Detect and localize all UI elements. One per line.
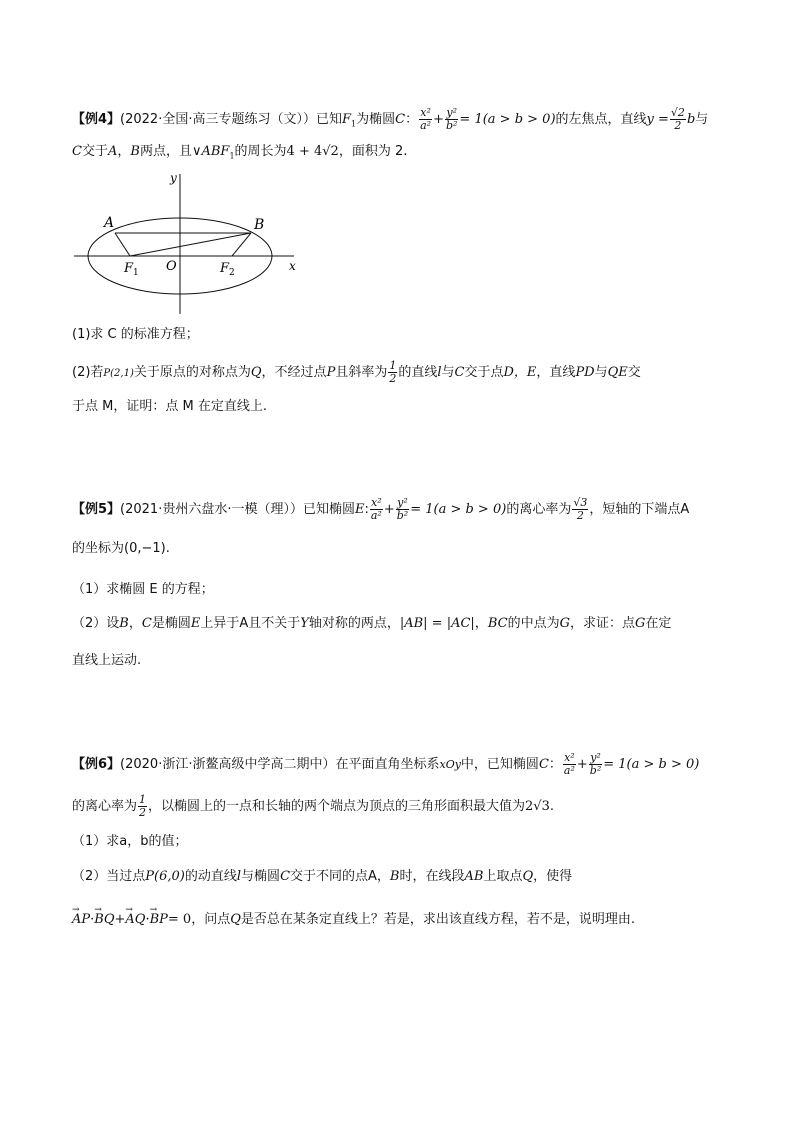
math-C: C	[141, 616, 152, 631]
label-F1-main: F	[124, 261, 134, 276]
math-B: B	[119, 616, 129, 631]
ex4-line-2	[72, 142, 407, 167]
ex5-line-1	[72, 497, 689, 522]
text: 的中点为	[507, 616, 560, 631]
math-sub: 1	[351, 119, 357, 129]
ex4-line-1	[72, 107, 708, 135]
fraction-y2-b2	[396, 497, 409, 522]
math-C: C	[454, 365, 465, 380]
math-P: P	[326, 365, 336, 380]
text: （2）设	[72, 616, 120, 631]
math-E: E	[190, 616, 201, 631]
text: ，不经过点	[261, 365, 327, 380]
text: ：	[405, 112, 419, 127]
text: (2)若	[72, 365, 104, 380]
text: ，	[128, 616, 142, 631]
frac-num: x²	[420, 106, 431, 119]
fraction-half	[138, 794, 147, 819]
math-equation: = 1(a > b > 0)	[459, 112, 556, 127]
text: 两点，且	[139, 144, 192, 159]
math-equation: = 1(a > b > 0)	[410, 502, 507, 517]
text: 且斜率为	[335, 365, 388, 380]
frac-num: 1	[139, 793, 147, 806]
fraction-sqrt3-2	[572, 497, 588, 522]
text: ，使得	[533, 869, 573, 884]
text: ，短轴的下端点A	[589, 502, 690, 517]
segment-AF1	[115, 233, 130, 256]
ex5-q1: （1）求椭圆 E 的方程；	[72, 582, 214, 597]
math-AB: AB	[464, 869, 484, 884]
math-G: G	[559, 616, 570, 631]
text: ，直线	[536, 365, 576, 380]
ex5-tag: 【例5】	[72, 502, 121, 517]
label-F1	[123, 261, 139, 278]
frac-num: x²	[371, 496, 382, 509]
label-F2-main: F	[220, 261, 230, 276]
label-B: B	[254, 217, 265, 233]
math-F1: F	[341, 112, 352, 127]
ex4-q1: (1)求 C 的标准方程；	[72, 327, 199, 342]
text: 的动直线	[184, 869, 237, 884]
text: 轴对称的两点，	[308, 616, 400, 631]
frac-num: y²	[446, 106, 457, 119]
frac-den: b²	[396, 509, 409, 522]
math-perimeter: 4 + 4√2	[286, 144, 339, 159]
frac-den: a²	[420, 119, 432, 132]
math-G: G	[634, 616, 646, 631]
frac-den: a²	[563, 764, 575, 777]
math-op: ·	[145, 912, 150, 927]
text: 是否总在某条定直线上？若是，求出该直线方程，若不是，说明理由.	[240, 912, 636, 927]
frac-num: √3	[573, 496, 588, 509]
frac-den: 2	[139, 806, 147, 819]
text: ，	[474, 616, 488, 631]
math-area: 2√3	[525, 799, 550, 814]
text: 交	[627, 365, 641, 380]
text: 交于	[81, 144, 108, 159]
math-b: b	[686, 112, 696, 127]
ex4-tag: 【例4】	[72, 112, 121, 127]
text: ，面积为 2.	[338, 144, 408, 159]
text: 为椭圆	[356, 112, 396, 127]
fraction-y2-b2	[445, 107, 458, 132]
text: ，问点	[191, 912, 231, 927]
ex6-q1: （1）求a，b的值；	[72, 834, 188, 849]
ex6-tag: 【例6】	[72, 757, 121, 772]
ex6-line-1	[72, 752, 699, 777]
math-P: P(2,1)	[103, 368, 134, 379]
text: 与	[441, 365, 455, 380]
text: 交于不同的点A，	[290, 869, 390, 884]
fraction-half	[388, 360, 397, 385]
math-PD: PD	[575, 365, 595, 380]
text: 与	[695, 112, 709, 127]
math-op: +	[576, 757, 588, 772]
math-B: B	[130, 144, 140, 159]
text: 已知	[315, 112, 342, 127]
ex5-q2	[72, 614, 671, 634]
math-l: l	[437, 365, 442, 380]
vector-AP: → AP	[72, 910, 90, 930]
ex6-q3	[72, 910, 635, 930]
fraction-x2-a2	[563, 752, 576, 777]
frac-num: y²	[397, 496, 408, 509]
ex5-q3: 直线上运动.	[72, 653, 142, 668]
frac-num: √2	[670, 106, 685, 119]
frac-den: 2	[674, 119, 682, 132]
math-op: +	[114, 912, 126, 927]
math-C: C	[72, 144, 82, 159]
label-F2	[219, 261, 235, 278]
math-equation: = 0	[167, 912, 192, 927]
text: 的离心率为	[72, 799, 138, 814]
label-y: y	[170, 171, 177, 185]
math-C: C	[395, 112, 406, 127]
vector-AQ: → AQ	[125, 910, 145, 930]
text: 的周长为	[234, 144, 287, 159]
math-P: P(6,0)	[145, 869, 185, 884]
text: 的左焦点，直线	[555, 112, 647, 127]
text: .	[549, 799, 554, 814]
text: 交于点	[464, 365, 504, 380]
text: 中，已知椭圆	[460, 757, 539, 772]
math-C: C	[280, 869, 291, 884]
ex4-source: (2022·全国·高三专题练习（文））	[120, 112, 316, 127]
text: 在定	[645, 616, 672, 631]
label-x: x	[289, 259, 296, 273]
fraction-x2-a2	[370, 497, 383, 522]
math-Y: Y	[300, 616, 309, 631]
vector-BP: → BP	[150, 910, 168, 930]
text: ，求证：点	[569, 616, 635, 631]
frac-num: 1	[389, 359, 397, 372]
math-Q: Q	[522, 869, 534, 884]
text: 关于原点的对称点为	[133, 365, 251, 380]
label-F1-sub: 1	[133, 268, 139, 278]
math-xOy: xOy	[439, 758, 461, 771]
ellipse-figure	[70, 166, 310, 316]
math-l: l	[236, 869, 242, 884]
ex6-q2	[72, 867, 572, 887]
math-y: y =	[646, 112, 669, 127]
ex6-line-2	[72, 794, 554, 819]
math-op: ·	[90, 912, 95, 927]
label-A: A	[104, 215, 115, 231]
text: （2）当过点	[72, 869, 146, 884]
text: ：	[548, 757, 562, 772]
text: 上取点	[483, 869, 523, 884]
ex5-line-2: 的坐标为(0,−1).	[72, 541, 170, 556]
ex4-q2	[72, 360, 641, 385]
frac-den: b²	[589, 764, 602, 777]
fraction-sqrt2-2	[670, 107, 686, 132]
math-abs: |AB| = |AC|	[399, 616, 475, 631]
math-equation: = 1(a > b > 0)	[603, 757, 700, 772]
frac-den: a²	[370, 509, 382, 522]
frac-den: 2	[389, 372, 397, 385]
ex4-q3: 于点 M，证明：点 M 在定直线上.	[72, 399, 267, 414]
text: :	[364, 502, 369, 517]
text: 上异于A且不关于	[200, 616, 301, 631]
math-sub: 1	[229, 151, 235, 161]
text: ，	[117, 144, 131, 159]
math-op: +	[383, 502, 395, 517]
text: 与	[594, 365, 608, 380]
ex6-source: (2020·浙江·浙鳌高级中学高二期中）	[120, 757, 336, 772]
math-A: A	[107, 144, 118, 159]
text: 已知椭圆	[302, 502, 355, 517]
text: 的离心率为	[506, 502, 572, 517]
label-F2-sub: 2	[229, 268, 235, 278]
text: 与椭圆	[241, 869, 281, 884]
frac-den: b²	[445, 119, 458, 132]
math-C: C	[538, 757, 549, 772]
math-QE: QE	[607, 365, 628, 380]
vector-BQ: → BQ	[94, 910, 114, 930]
math-DE: D，E	[503, 365, 537, 380]
label-O: O	[166, 259, 177, 274]
text: 的直线	[398, 365, 438, 380]
text: ，以椭圆上的一点和长轴的两个端点为顶点的三角形面积最大值为	[148, 799, 526, 814]
text: 在平面直角坐标系	[335, 757, 440, 772]
fraction-x2-a2	[419, 107, 432, 132]
math-B: B	[389, 869, 400, 884]
math-BC: BC	[487, 616, 508, 631]
math-Q: Q	[230, 912, 241, 927]
text: 是椭圆	[151, 616, 191, 631]
math-Q: Q	[250, 365, 262, 380]
fraction-y2-b2	[589, 752, 602, 777]
math-triangle: ∨ABF	[191, 144, 230, 159]
math-op: +	[433, 112, 444, 127]
frac-num: y²	[590, 751, 601, 764]
frac-den: 2	[576, 509, 584, 522]
segment-BF1	[130, 233, 251, 256]
text: 时，在线段	[399, 869, 465, 884]
frac-num: x²	[564, 751, 575, 764]
ex5-source: (2021·贵州六盘水·一模（理））	[120, 502, 303, 517]
math-E: E	[354, 502, 365, 517]
